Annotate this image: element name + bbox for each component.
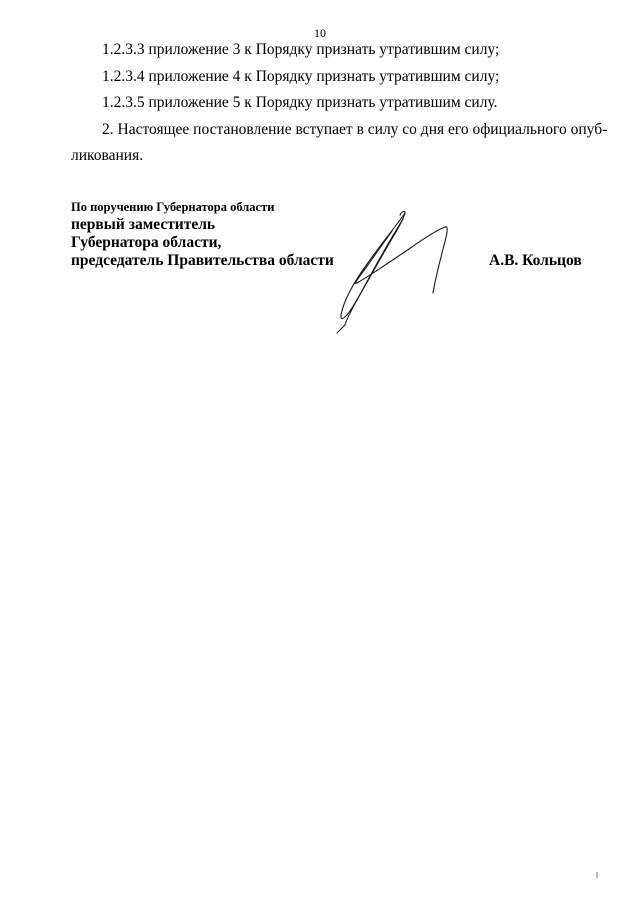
scan-speck	[596, 872, 598, 878]
signatory-title-line-3: председатель Правительства области	[71, 252, 334, 269]
signatory-title-line-1: первый заместитель	[71, 216, 216, 233]
handwritten-signature	[325, 205, 460, 335]
paragraph-item-4-line-1: 2. Настоящее постановление вступает в силу со дня его официального опуб-	[102, 121, 608, 138]
paragraph-item-2: 1.2.3.4 приложение 4 к Порядку признать утратившим силу;	[102, 68, 500, 85]
page-number: 10	[314, 26, 326, 40]
signatory-title-line-2: Губернатора области,	[71, 234, 222, 251]
signature-authority-note: По поручению Губернатора области	[71, 200, 275, 214]
signatory-name: А.В. Кольцов	[489, 252, 582, 269]
paragraph-item-3: 1.2.3.5 приложение 5 к Порядку признать утратившим силу.	[102, 94, 498, 111]
paragraph-item-4-line-2: ликования.	[71, 147, 144, 164]
paragraph-item-1: 1.2.3.3 приложение 3 к Порядку признать утратившим силу;	[102, 41, 500, 58]
